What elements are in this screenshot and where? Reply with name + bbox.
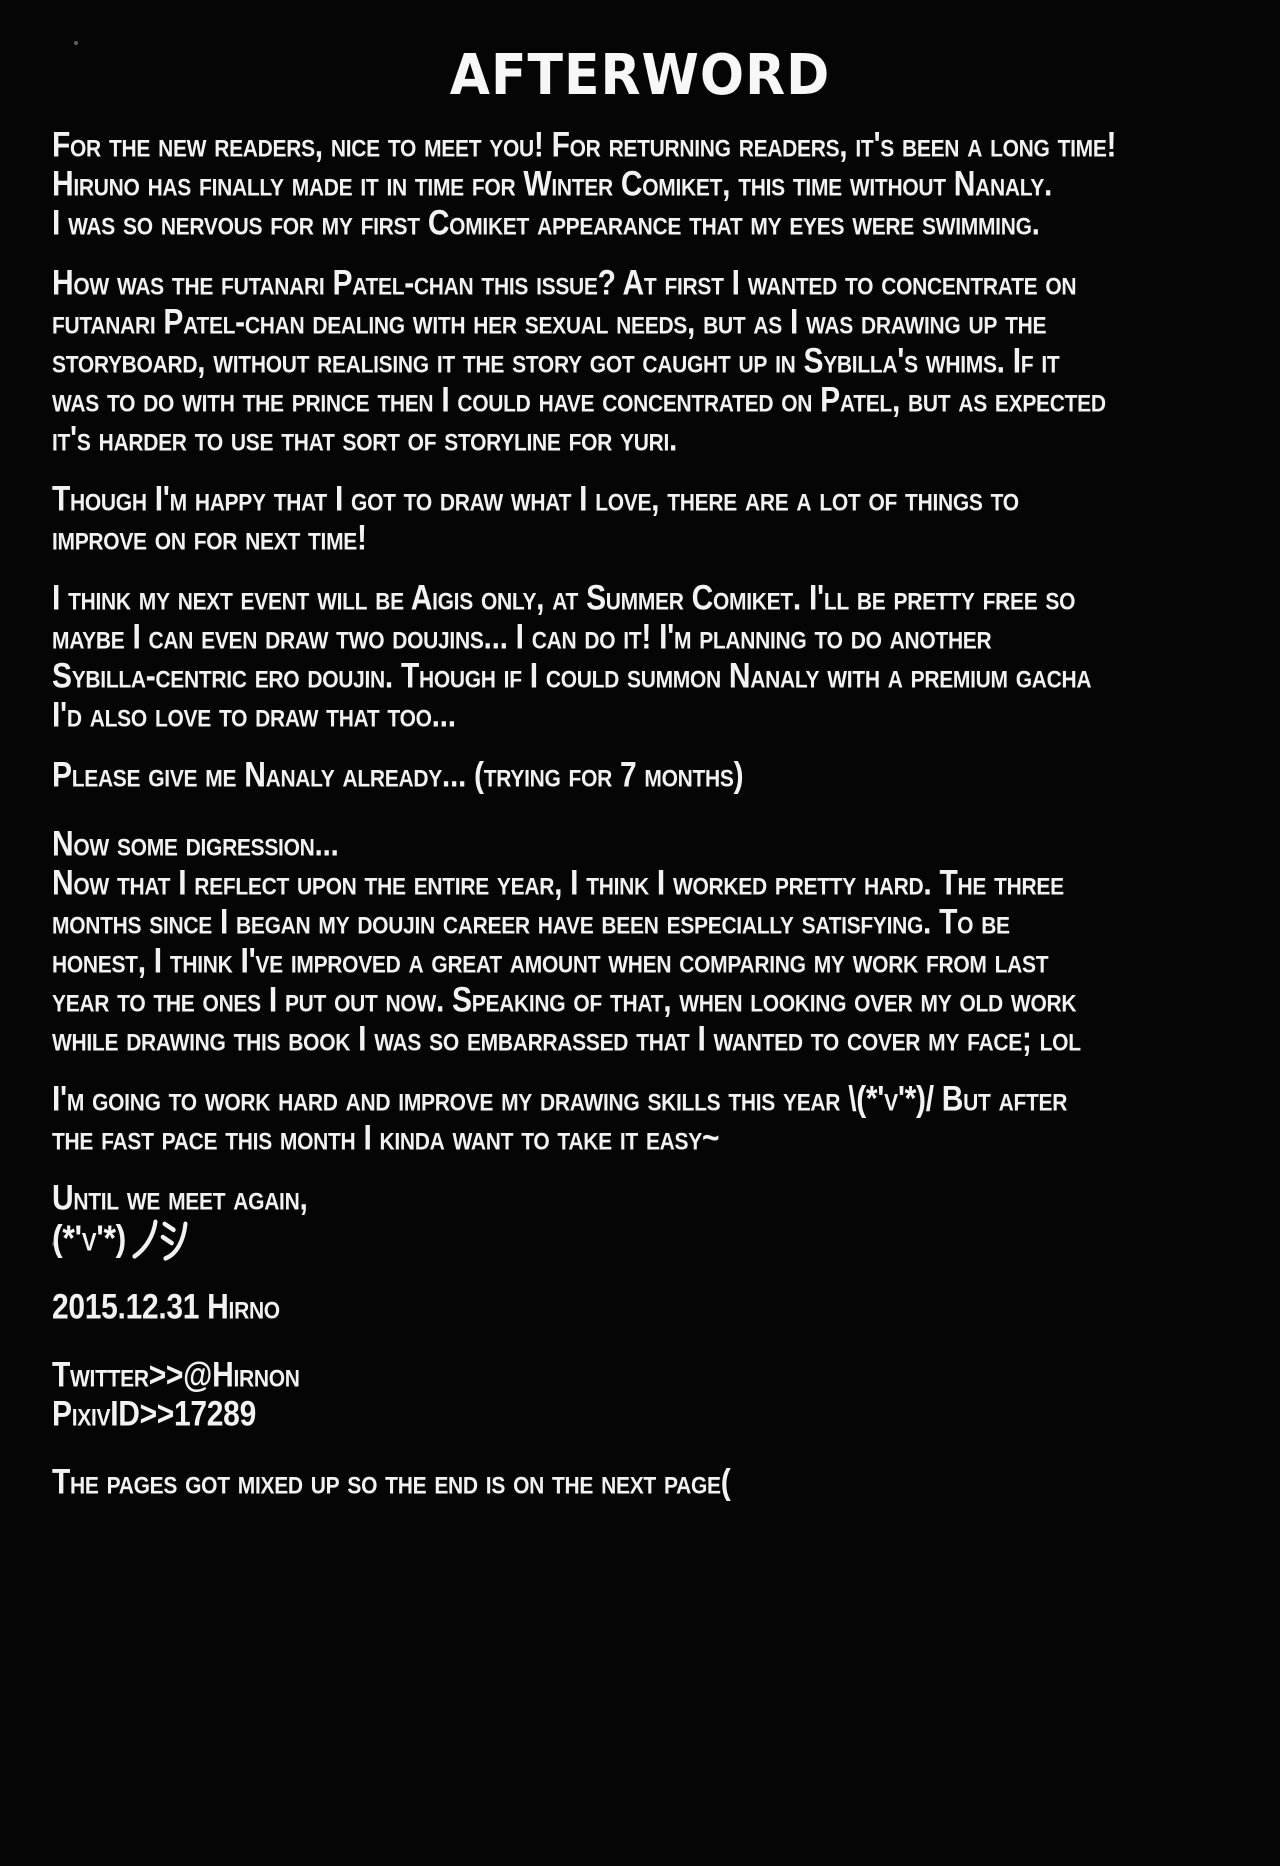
text-line: Until we meet again, (52, 1179, 308, 1218)
katakana-noshi-icon (131, 1216, 189, 1261)
text-line: was to do with the prince then I could have concentrated on Patel, but as expected (52, 381, 1106, 420)
text-line: the fast pace this month I kinda want to take it easy~ (52, 1119, 720, 1158)
paragraph-nanaly-plea (52, 756, 1270, 795)
text-line: months since I began my doujin career have been especially satisfying. To be (52, 903, 1010, 942)
paragraph-digression (52, 825, 1270, 1059)
paragraph-date-signature (52, 1288, 1270, 1327)
text-line: I'd also love to draw that too... (52, 696, 456, 735)
text-line: Sybilla-centric ero doujin. Though if I could summon Nanaly with a premium gacha (52, 657, 1092, 696)
text-line: For the new readers, nice to meet you! For returning readers, it's been a long time! (52, 126, 1117, 165)
paragraph-next-event (52, 579, 1270, 735)
paragraph-issue-thoughts (52, 264, 1270, 459)
twitter-handle: Twitter>>@Hirnon (52, 1356, 300, 1395)
text-line: The pages got mixed up so the end is on the next page( (52, 1463, 731, 1502)
text-line: year to the ones I put out now. Speaking of that, when looking over my old work (52, 981, 1077, 1020)
text-line: Now some digression... (52, 825, 339, 864)
text-line: How was the futanari Patel-chan this issue? At first I wanted to concentrate on (52, 264, 1077, 303)
page-title: AFTERWORD (449, 43, 831, 109)
pixiv-id: PixivID>>17289 (52, 1395, 256, 1434)
text-line: I think my next event will be Aigis only, at Summer Comiket. I'll be pretty free so (52, 579, 1076, 618)
text-line: while drawing this book I was so embarrassed that I wanted to cover my face; lol (52, 1020, 1081, 1059)
paragraph-resolution (52, 1080, 1270, 1158)
paragraph-page-order-note (52, 1463, 1270, 1502)
paragraph-greeting (52, 126, 1270, 243)
paragraph-signoff (52, 1179, 1270, 1259)
text-line: I'm going to work hard and improve my drawing skills this year \(*'v'*)/ But after (52, 1080, 1068, 1119)
text-line: it's harder to use that sort of storyline for yuri. (52, 420, 678, 459)
text-line: improve on for next time! (52, 519, 367, 558)
paragraph-improvement (52, 480, 1270, 558)
text-line: Hiruno has finally made it in time for Winter Comiket, this time without Nanaly. (52, 165, 1053, 204)
signoff-emoticon-line (52, 1216, 1270, 1262)
text-line: Now that I reflect upon the entire year, I think I worked pretty hard. The three (52, 864, 1064, 903)
afterword-body (0, 96, 1280, 1502)
text-line: Though I'm happy that I got to draw what I love, there are a lot of things to (52, 480, 1019, 519)
text-line: Please give me Nanaly already... (trying for 7 months) (52, 756, 744, 795)
emoticon-text: (*'v'*) (52, 1217, 127, 1259)
text-line: I was so nervous for my first Comiket appearance that my eyes were swimming. (52, 204, 1040, 243)
date-signature: 2015.12.31 Hirno (52, 1288, 280, 1327)
text-line: storyboard, without realising it the story got caught up in Sybilla's whims. If it (52, 342, 1060, 381)
paragraph-contacts (52, 1356, 1270, 1434)
text-line: maybe I can even draw two doujins... I can do it! I'm planning to do another (52, 618, 992, 657)
text-line: futanari Patel-chan dealing with her sexual needs, but as I was drawing up the (52, 303, 1047, 342)
text-line: honest, I think I've improved a great amount when comparing my work from last (52, 942, 1049, 981)
